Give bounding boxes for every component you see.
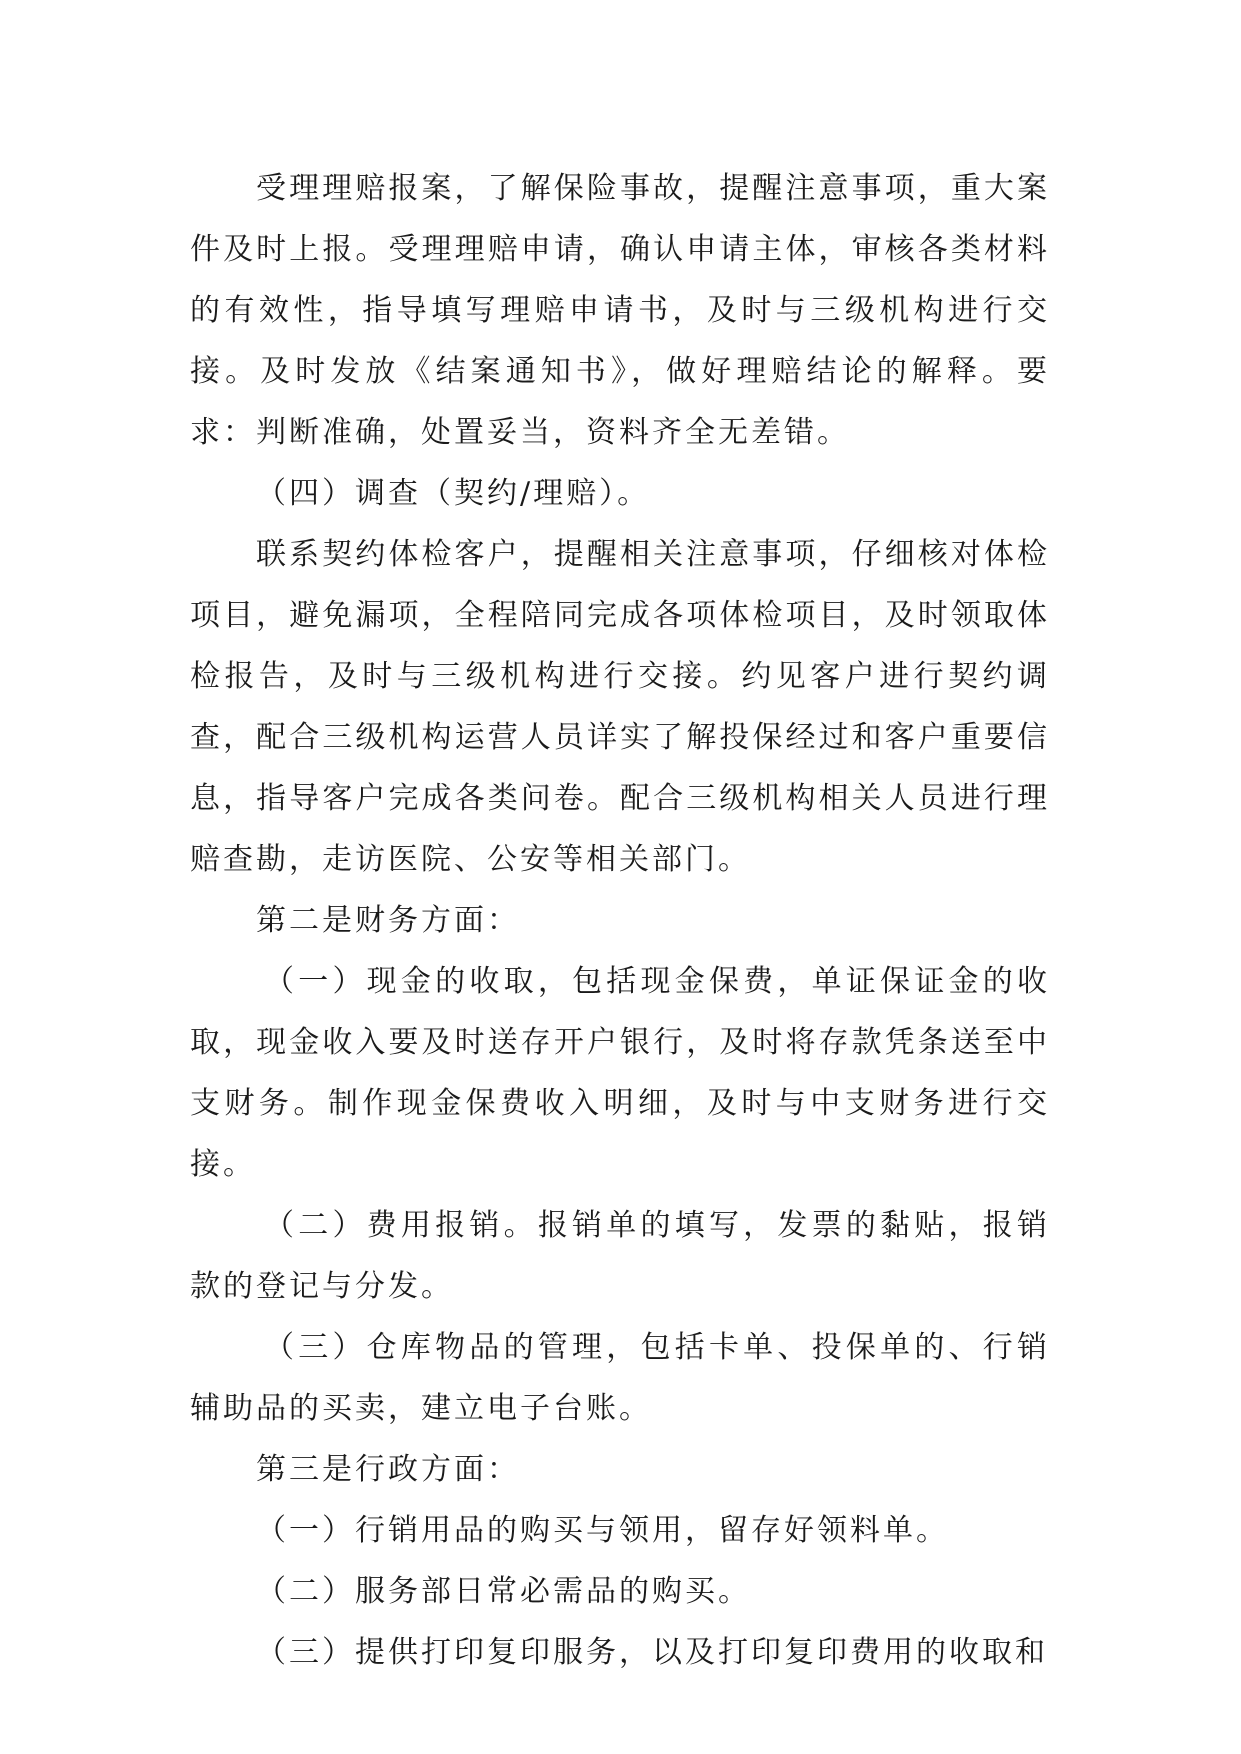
paragraph-claims: 受理理赔报案，了解保险事故，提醒注意事项，重大案件及时上报。受理理赔申请，确认申请主体，审核各类材料的有效性，指导填写理赔申请书，及时与三级机构进行交接。及时发放《结案通知书》，做好理赔结论的解释。要求：判断准确，处置妥当，资料齐全无差错。	[190, 171, 1050, 450]
document-body	[190, 158, 1050, 1683]
heading-finance: 第二是财务方面：	[256, 903, 520, 938]
paragraph-investigation: 联系契约体检客户，提醒相关注意事项，仔细核对体检项目，避免漏项，全程陪同完成各项体检项目，及时领取体检报告，及时与三级机构进行交接。约见客户进行契约调查，配合三级机构运营人员详实了解投保经过和客户重要信息，指导客户完成各类问卷。配合三级机构相关人员进行理赔查勘，走访医院、公安等相关部门。	[190, 537, 1050, 877]
paragraph-admin-necessities: （二）服务部日常必需品的购买。	[256, 1574, 751, 1609]
paragraph-finance-expenses: （二）费用报销。报销单的填写，发票的黏贴，报销款的登记与分发。	[190, 1208, 1050, 1304]
heading-investigation: （四）调查（契约/理赔）。	[256, 476, 651, 511]
heading-admin: 第三是行政方面：	[256, 1452, 520, 1487]
paragraph-admin-printing: （三）提供打印复印服务，以及打印复印费用的收取和	[256, 1635, 1048, 1670]
paragraph-admin-supplies: （一）行销用品的购买与领用，留存好领料单。	[256, 1513, 949, 1548]
paragraph-finance-cash: （一）现金的收取，包括现金保费，单证保证金的收取，现金收入要及时送存开户银行，及时将存款凭条送至中支财务。制作现金保费收入明细，及时与中支财务进行交接。	[190, 964, 1050, 1182]
paragraph-finance-warehouse: （三）仓库物品的管理，包括卡单、投保单的、行销辅助品的买卖，建立电子台账。	[190, 1330, 1050, 1426]
